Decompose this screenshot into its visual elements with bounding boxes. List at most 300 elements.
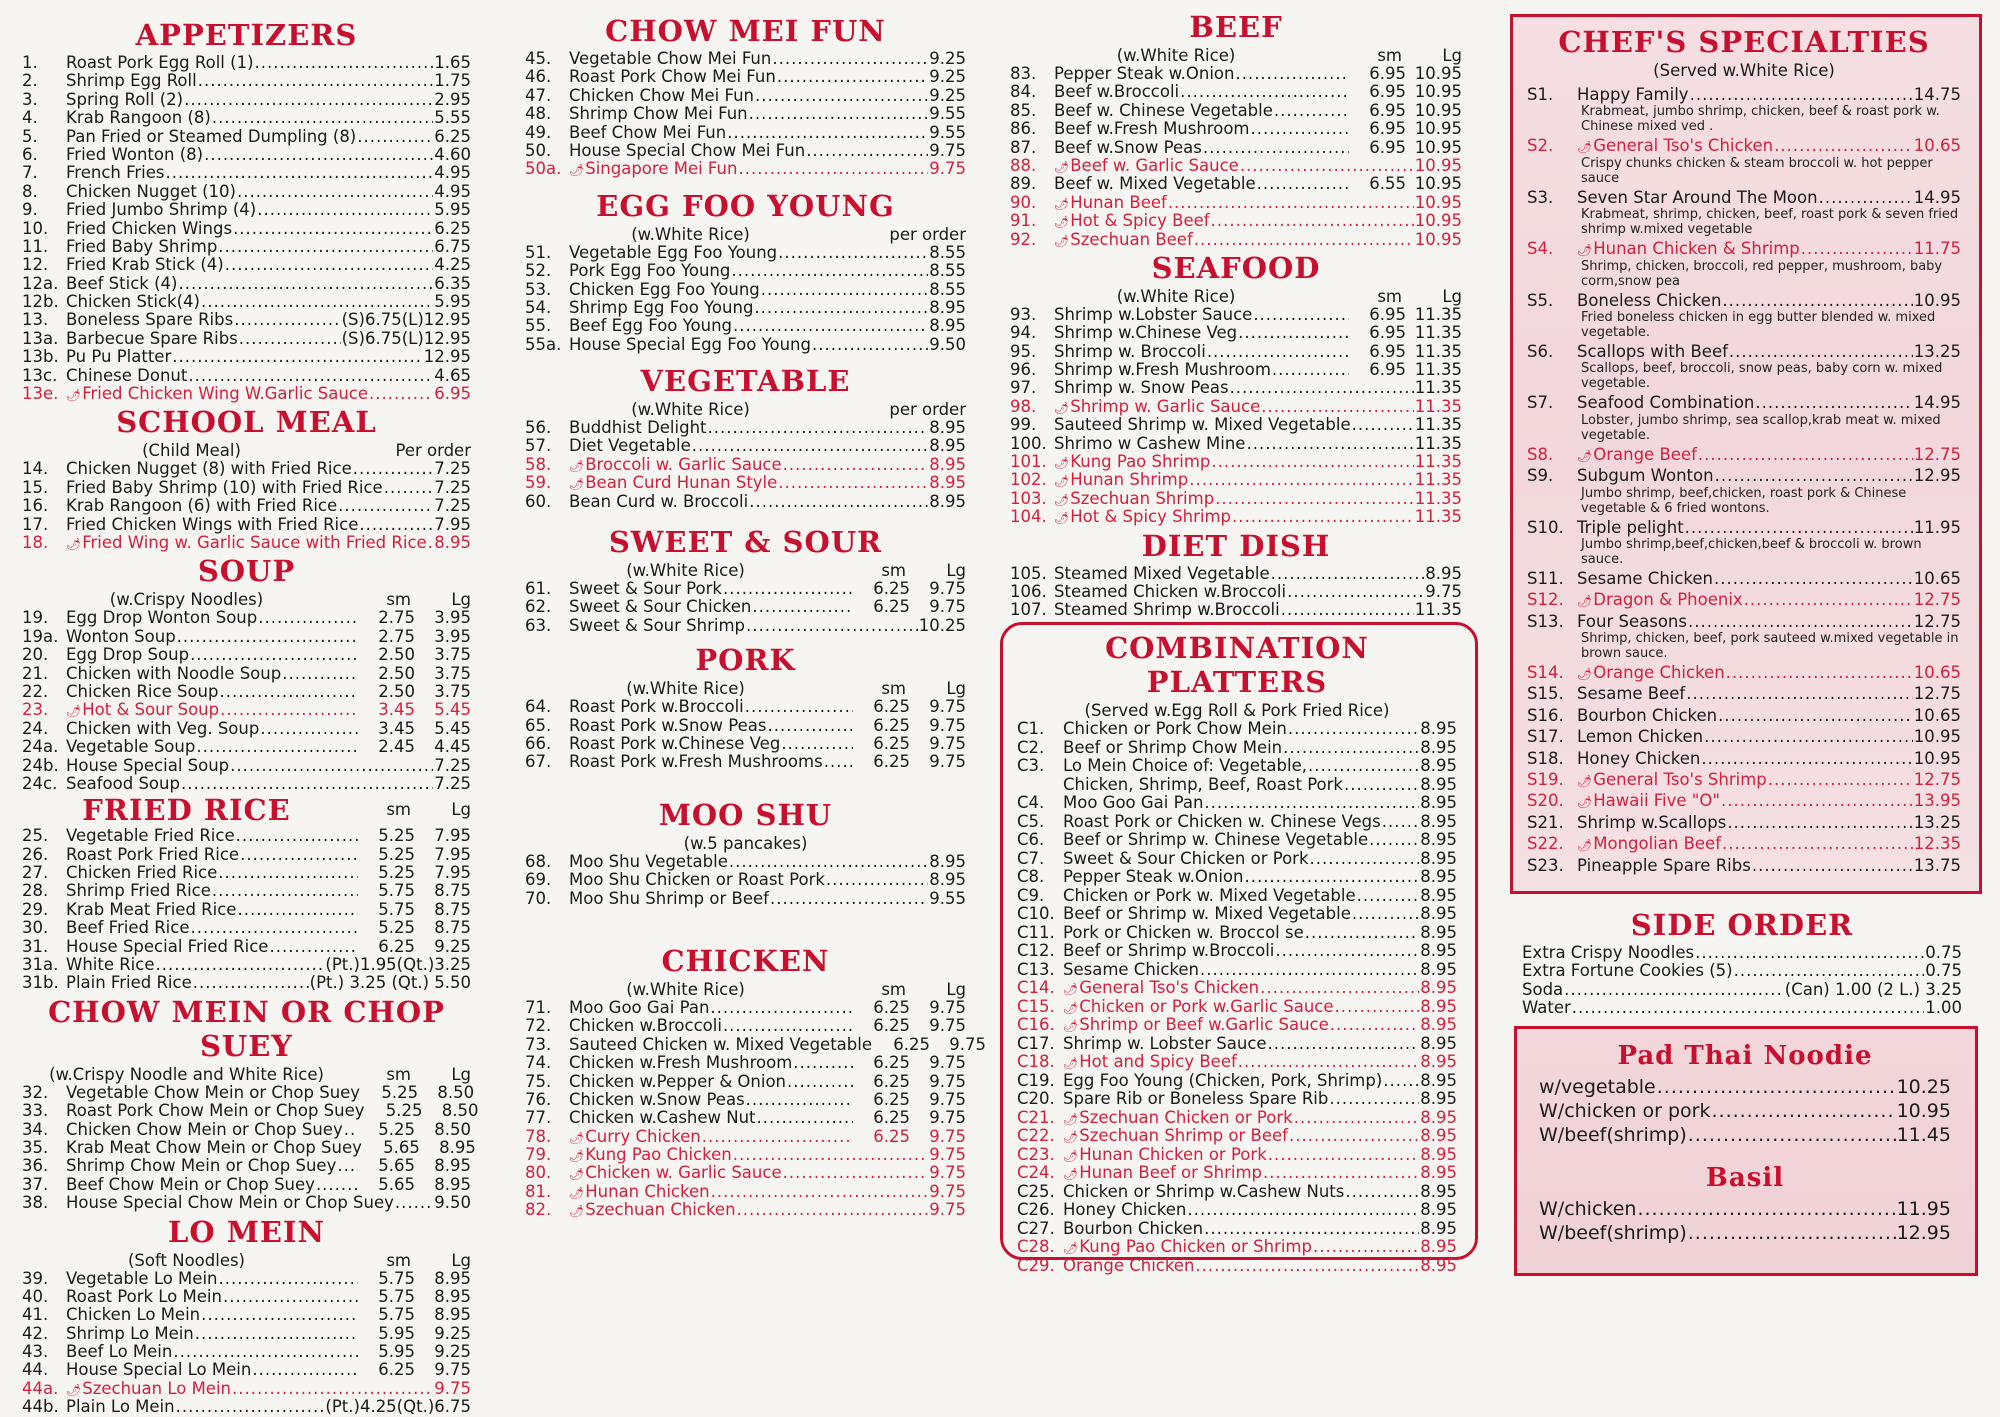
- item-list: [1522, 944, 1962, 1018]
- hot-pepper-icon: 🌶: [1054, 456, 1070, 471]
- menu-item-row: [22, 1380, 471, 1398]
- menu-item: [22, 956, 471, 974]
- item-number: 33.: [22, 1101, 49, 1121]
- dot-leader: [236, 827, 358, 845]
- subtitle-text: (w.5 pancakes): [683, 833, 808, 853]
- item-number: 39.: [22, 1268, 49, 1288]
- menu-item-row: [22, 1270, 471, 1288]
- menu-item-row: [1010, 453, 1462, 471]
- item-name: Plain Fried Rice: [66, 973, 192, 993]
- dot-leader: [1352, 416, 1414, 434]
- menu-item: [22, 609, 471, 627]
- price-small: 6.95: [1369, 137, 1406, 157]
- menu-item: [22, 720, 471, 738]
- item-name: Roast Pork Chow Mei Fun: [569, 67, 776, 87]
- item-number: 21.: [22, 663, 49, 683]
- price: 12.75: [1913, 770, 1961, 790]
- subtitle-text: (w.White Rice): [631, 400, 750, 420]
- item-number: 14.: [22, 459, 49, 479]
- dot-leader: [1211, 453, 1413, 471]
- price-small: 6.25: [873, 752, 910, 772]
- item-name: Water: [1522, 998, 1571, 1018]
- section-subtitle: [525, 225, 966, 244]
- price-small: 5.25: [378, 844, 415, 864]
- price: 12.75: [1913, 444, 1961, 464]
- item-name: Seven Star Around The Moon: [1577, 187, 1818, 207]
- menu-item-row: [1017, 1109, 1457, 1128]
- price: 6.75: [434, 236, 471, 256]
- item-name: Chicken Nugget (10): [66, 181, 236, 201]
- dot-leader: [1238, 324, 1349, 342]
- price-large: 9.75: [929, 579, 966, 599]
- section-title-pad-thai: Pad Thai Noodie: [1617, 1041, 1873, 1071]
- item-name: 🌶Szechuan Chicken or Pork: [1063, 1107, 1293, 1127]
- menu-item-row: [1527, 835, 1961, 853]
- price-large: 10.95: [1414, 174, 1462, 194]
- price-large: 9.75: [434, 1360, 471, 1380]
- price: 8.95: [929, 870, 966, 890]
- dot-leader: [1240, 157, 1414, 175]
- dot-leader: [1744, 591, 1913, 609]
- price-large: 9.75: [929, 733, 966, 753]
- price-small: 5.65: [378, 1174, 415, 1194]
- dot-leader: [778, 474, 928, 492]
- menu-item: [22, 1270, 471, 1288]
- price: 10.95: [1913, 290, 1961, 310]
- item-name: Bean Curd w. Broccoli: [569, 491, 749, 511]
- price: 8.95: [1420, 1255, 1457, 1275]
- menu-item-row: [1527, 707, 1961, 725]
- menu-item-row: [1522, 962, 1962, 980]
- price-small: 6.95: [1369, 82, 1406, 102]
- item-number: 59.: [525, 473, 552, 493]
- dot-leader: [1200, 961, 1419, 980]
- item-name: 🌶Orange Beef: [1577, 444, 1697, 464]
- item-name: Beef or Shrimp w.Broccoli: [1063, 941, 1275, 960]
- menu-item-row: [525, 1091, 966, 1109]
- item-number: 44b.: [22, 1397, 59, 1417]
- price-small: 5.65: [383, 1137, 420, 1157]
- dot-leader: [190, 919, 358, 937]
- price-small: 6.25: [873, 1016, 910, 1036]
- section-title-school-meal: SCHOOL MEAL: [116, 405, 377, 440]
- hot-pepper-icon: 🌶: [569, 1204, 585, 1219]
- item-name: Pineapple Spare Ribs: [1577, 855, 1751, 875]
- item-name: 🌶Hot and Spicy Beef: [1063, 1052, 1237, 1071]
- menu-item-row: [1010, 416, 1462, 434]
- item-name: Shrimp w. Broccoli: [1054, 341, 1206, 361]
- menu-item: [22, 827, 471, 845]
- item-number: 57.: [525, 436, 552, 456]
- dot-leader: [198, 72, 434, 90]
- item-number: C10.: [1017, 904, 1055, 923]
- price: 11.45: [1896, 1124, 1951, 1146]
- menu-item-row: [525, 753, 966, 771]
- hot-pepper-icon: 🌶: [1054, 233, 1070, 248]
- menu-item-row: [22, 1194, 471, 1212]
- item-name: Shrimp w.Fresh Mushroom: [1054, 360, 1271, 380]
- dot-leader: [1352, 905, 1419, 924]
- menu-item-row: [1527, 394, 1961, 412]
- item-number: 18.: [22, 532, 49, 552]
- dot-leader: [1698, 446, 1913, 464]
- price: 10.95: [1414, 155, 1462, 175]
- item-name: Shrimp w. Lobster Sauce: [1063, 1033, 1267, 1053]
- item-number: 24c.: [22, 773, 58, 793]
- dot-leader: [1330, 1016, 1419, 1035]
- item-name: Vegetable Soup: [66, 737, 196, 757]
- dot-leader: [1207, 343, 1349, 361]
- menu-item-row: [1527, 750, 1961, 768]
- dot-leader: [777, 68, 928, 86]
- item-name: Krab Meat Fried Rice: [66, 899, 237, 919]
- item-name: Extra Fortune Cookies (5): [1522, 961, 1733, 981]
- price: (S)6.75(L)12.95: [341, 310, 471, 330]
- price: 4.25: [434, 255, 471, 275]
- item-name: Krab Rangoon (8): [66, 108, 211, 128]
- menu-item: [1017, 1220, 1457, 1239]
- price-large: 8.95: [434, 1156, 471, 1176]
- section-title-chicken: CHICKEN: [661, 943, 830, 978]
- menu-item-row: [22, 609, 471, 627]
- lg-label: Lg: [1442, 286, 1462, 306]
- dot-leader: [1572, 999, 1924, 1017]
- item-number: C15.: [1017, 996, 1055, 1016]
- menu-item-row: [1010, 65, 1462, 83]
- item-name: Roast Pork or Chicken w. Chinese Vegs: [1063, 811, 1381, 831]
- item-number: C23.: [1017, 1144, 1055, 1164]
- price-large: 11.35: [1414, 304, 1462, 324]
- hot-pepper-icon: 🌶: [1577, 838, 1593, 853]
- price-large: 10.95: [1414, 82, 1462, 102]
- menu-item: [525, 336, 966, 354]
- item-number: 75.: [525, 1071, 552, 1091]
- menu-item: [525, 1109, 966, 1127]
- menu-item: [1017, 961, 1457, 980]
- menu-item-row: [22, 311, 471, 329]
- menu-item-row: [22, 72, 471, 90]
- menu-item: [1017, 905, 1457, 924]
- menu-item: [22, 128, 471, 146]
- dot-leader: [252, 1361, 358, 1379]
- menu-item: [1527, 750, 1961, 768]
- item-name: 🌶General Tso's Chicken: [1063, 978, 1260, 997]
- item-name: Shrimp w.Lobster Sauce: [1054, 304, 1253, 324]
- item-name: Lo Mein Choice of: Vegetable,: [1063, 756, 1307, 775]
- item-number: 8.: [22, 181, 38, 201]
- price: 14.95: [1913, 187, 1961, 207]
- price: 11.95: [1896, 1198, 1951, 1220]
- item-name: Beef Stick (4): [66, 273, 178, 293]
- menu-item: [22, 330, 471, 348]
- dot-leader: [1721, 792, 1913, 810]
- chef-specialties-box: [1510, 14, 1982, 894]
- menu-item-row: [525, 262, 966, 280]
- menu-item-row: [525, 68, 966, 86]
- menu-item: [1010, 361, 1462, 379]
- item-number: 82.: [525, 1200, 552, 1220]
- menu-item: [525, 580, 966, 598]
- item-name: Fried Wonton (8): [66, 144, 204, 164]
- item-list: [1017, 720, 1457, 1275]
- menu-item: [22, 72, 471, 90]
- menu-item-row: [525, 336, 966, 354]
- menu-item-row: [1010, 175, 1462, 193]
- price: 11.35: [1414, 433, 1462, 453]
- menu-item-row: [525, 160, 966, 178]
- item-number: 107.: [1010, 600, 1047, 620]
- item-name: Fried Krab Stick (4): [66, 255, 224, 275]
- menu-item-row: [22, 460, 471, 478]
- item-name: 🌶Szechuan Beef: [1054, 229, 1193, 249]
- item-name: Beef w. Chinese Vegetable: [1054, 100, 1273, 120]
- menu-item: [22, 1137, 476, 1157]
- item-name: Steamed Mixed Vegetable: [1054, 563, 1270, 583]
- dot-leader: [255, 54, 434, 72]
- subtitle-text: (w.White Rice): [626, 679, 745, 699]
- item-name: 🌶Mongolian Beef: [1577, 834, 1722, 854]
- price: 2.95: [434, 89, 471, 109]
- dot-leader: [1637, 1197, 1895, 1221]
- item-description: Scallops, beef, broccoli, snow peas, baby corn w. mixed vegetable.: [1581, 361, 1943, 392]
- item-name: Chicken Nugget (8) with Fried Rice: [66, 459, 352, 479]
- dot-leader: [1305, 924, 1420, 943]
- price-small: 2.45: [378, 737, 415, 757]
- item-name: Pepper Steak w.Onion: [1063, 867, 1244, 886]
- item-name: 🌶General Tso's Chicken: [1577, 136, 1774, 156]
- price: 8.95: [1425, 563, 1462, 583]
- menu-item: [22, 109, 471, 127]
- menu-item-row: [22, 330, 471, 348]
- price: 11.95: [1913, 517, 1961, 537]
- item-number: 17.: [22, 514, 49, 534]
- menu-item-row: [1017, 1257, 1457, 1276]
- item-name: Shrimp Egg Roll: [66, 71, 197, 91]
- dot-leader: [353, 460, 434, 478]
- dot-leader: [1344, 776, 1419, 795]
- price-large: 9.75: [929, 1089, 966, 1109]
- menu-item: [22, 220, 471, 238]
- item-name: Chicken or Shrimp w.Cashew Nuts: [1063, 1181, 1345, 1201]
- item-name: Egg Foo Young (Chicken, Pork, Shrimp): [1063, 1070, 1383, 1090]
- item-name: Pepper Steak w.Onion: [1054, 64, 1235, 83]
- price: 4.95: [434, 181, 471, 201]
- price: 9.25: [929, 49, 966, 68]
- hot-pepper-icon: 🌶: [569, 1130, 585, 1145]
- menu-item: [525, 890, 966, 908]
- menu-item-row: [22, 109, 471, 127]
- menu-item-row: [1010, 471, 1462, 489]
- menu-item-row: [22, 683, 471, 701]
- item-list: [1539, 1075, 1951, 1147]
- menu-item: [525, 281, 966, 299]
- menu-item-row: [22, 1361, 471, 1379]
- section-title-lo-mein: LO MEIN: [167, 1214, 326, 1249]
- dot-leader: [1268, 1035, 1420, 1054]
- item-name: Diet Vegetable: [569, 436, 691, 456]
- dot-leader: [337, 1157, 358, 1175]
- price-large: 8.75: [434, 881, 471, 901]
- item-name: 🌶Shrimp or Beef w.Garlic Sauce: [1063, 1015, 1329, 1034]
- item-number: 68.: [525, 851, 552, 871]
- menu-item-row: [1527, 189, 1961, 207]
- menu-item-row: [22, 775, 471, 793]
- item-name: Beef or Shrimp Chow Mein: [1063, 737, 1283, 757]
- price: 13.25: [1913, 341, 1961, 361]
- item-name: Shrimp w.Scallops: [1577, 812, 1727, 832]
- menu-item-row: [1010, 102, 1462, 120]
- dot-leader: [1211, 212, 1414, 230]
- lg-label: Lg: [946, 679, 966, 699]
- item-number: 48.: [525, 104, 552, 124]
- item-name: French Fries: [66, 163, 165, 183]
- dot-leader: [1294, 1109, 1420, 1128]
- item-number: 55a.: [525, 334, 562, 354]
- menu-item-row: [525, 717, 966, 735]
- hot-pepper-icon: 🌶: [1063, 1130, 1079, 1144]
- menu-item-row: [1539, 1221, 1951, 1245]
- item-name: 🌶Orange Chicken: [1577, 663, 1725, 683]
- dot-leader: [269, 938, 358, 956]
- per-order-label: Per order: [395, 441, 471, 461]
- dot-leader: [428, 534, 434, 552]
- item-name: Beef w.Fresh Mushroom: [1054, 119, 1250, 139]
- lg-label: Lg: [451, 800, 471, 820]
- price: 10.95: [1913, 727, 1961, 747]
- item-name: Sauteed Chicken w. Mixed Vegetable: [569, 1034, 872, 1054]
- menu-item: [1010, 343, 1462, 361]
- price-large: 9.75: [929, 697, 966, 717]
- item-number: 89.: [1010, 174, 1037, 194]
- dot-leader: [181, 775, 433, 793]
- menu-item: [525, 1054, 966, 1072]
- item-number: 9.: [22, 200, 38, 220]
- item-name: House Special Chow Mei Fun: [569, 140, 806, 160]
- item-name: Chicken Rice Soup: [66, 681, 219, 701]
- dot-leader: [230, 757, 433, 775]
- item-number: 37.: [22, 1174, 49, 1194]
- item-number: 32.: [22, 1082, 49, 1102]
- price-small: 6.25: [893, 1034, 930, 1054]
- menu-item: [22, 201, 471, 219]
- price-large: 5.45: [434, 700, 471, 720]
- menu-item-row: [1527, 613, 1961, 631]
- item-description: Jumbo shrimp, beef,chicken, roast pork & Chinese vegetable & 6 fried wontons.: [1581, 485, 1907, 516]
- item-number: 90.: [1010, 192, 1037, 212]
- price: 8.95: [434, 532, 471, 552]
- price: 9.50: [929, 334, 966, 354]
- menu-item-row: [22, 516, 471, 534]
- item-description: Krabmeat, shrimp, chicken, beef, roast pork & seven fried shrimp w.mixed vegetable: [1581, 207, 1959, 238]
- dot-leader: [172, 348, 423, 366]
- item-list: [1539, 1197, 1951, 1245]
- item-name: House Special Soup: [66, 755, 230, 775]
- menu-item-row: [525, 142, 966, 160]
- price: 9.75: [434, 1378, 471, 1398]
- lg-label: Lg: [451, 1064, 471, 1084]
- item-number: S5.: [1527, 290, 1554, 310]
- menu-item: [1017, 1016, 1457, 1035]
- dot-leader: [218, 864, 358, 882]
- menu-item: [22, 1082, 475, 1102]
- menu-item-row: [22, 646, 471, 664]
- menu-item-row: [22, 757, 471, 775]
- dot-leader: [1187, 1201, 1419, 1220]
- hot-pepper-icon: 🌶: [1054, 474, 1070, 489]
- dot-leader: [778, 244, 928, 262]
- hot-pepper-icon: 🌶: [569, 1149, 585, 1164]
- dot-leader: [745, 698, 853, 716]
- item-description: Fried boneless chicken in egg butter blended w. mixed vegetable.: [1581, 309, 1936, 340]
- menu-item-row: [525, 281, 966, 299]
- hot-pepper-icon: 🌶: [1054, 492, 1070, 507]
- dot-leader: [723, 580, 853, 598]
- price: 10.65: [1913, 705, 1961, 725]
- hot-pepper-icon: 🌶: [569, 477, 585, 492]
- menu-item-row: [1017, 1201, 1457, 1220]
- price-small: 6.25: [873, 1071, 910, 1091]
- menu-item: [22, 919, 471, 937]
- price-small: 6.25: [873, 1126, 910, 1146]
- item-name: Beef or Shrimp w. Chinese Vegetable: [1063, 830, 1369, 849]
- item-number: 31.: [22, 936, 49, 956]
- menu-item: [1017, 1090, 1457, 1109]
- dot-leader: [1283, 739, 1419, 758]
- menu-item: [1017, 757, 1457, 776]
- item-number: C5.: [1017, 811, 1045, 831]
- price-large: 8.50: [441, 1101, 479, 1121]
- item-name: Plain Lo Mein: [66, 1397, 175, 1417]
- menu-item: [22, 256, 471, 274]
- menu-item: [1017, 1146, 1457, 1165]
- dot-leader: [770, 890, 928, 908]
- menu-item: [525, 698, 966, 716]
- price-large: 3.95: [434, 608, 471, 628]
- item-name: Beef or Shrimp w. Mixed Vegetable: [1063, 904, 1351, 923]
- menu-item: [1017, 1109, 1457, 1128]
- item-list: [22, 54, 471, 403]
- price: 8.95: [1420, 941, 1457, 960]
- item-name: 🌶Szechuan Shrimp: [1054, 488, 1215, 508]
- price: 8.55: [929, 279, 966, 299]
- menu-item-row: [525, 580, 966, 598]
- item-name: Pork Egg Foo Young: [569, 261, 731, 281]
- menu-item-row: [22, 701, 471, 719]
- price-small: 6.25: [873, 597, 910, 617]
- price: 8.95: [1420, 1163, 1457, 1182]
- item-number: C1.: [1017, 719, 1045, 738]
- item-name: 🌶Hot & Sour Soup: [66, 700, 220, 720]
- price: 8.95: [1420, 1126, 1457, 1145]
- item-number: S15.: [1527, 684, 1564, 704]
- item-number: 30.: [22, 918, 49, 938]
- item-name: Beef w.Snow Peas: [1054, 137, 1202, 157]
- menu-item: [22, 1398, 471, 1416]
- price: 6.35: [434, 273, 471, 293]
- price: 13.75: [1913, 855, 1961, 875]
- dot-leader: [1268, 1146, 1420, 1165]
- menu-item-row: [1010, 601, 1462, 619]
- item-description: Lobster, jumbo shrimp, sea scallop,krab meat w. mixed vegetable.: [1581, 412, 1941, 443]
- dot-leader: [258, 609, 358, 627]
- section-title-vegetable: VEGETABLE: [640, 364, 851, 399]
- item-number: 65.: [525, 715, 552, 735]
- price: 8.95: [1420, 885, 1457, 905]
- price-large: 9.75: [929, 1108, 966, 1128]
- menu-item-row: [1527, 728, 1961, 746]
- section-title-moo-shu: MOO SHU: [658, 797, 833, 832]
- menu-item: [22, 1306, 471, 1324]
